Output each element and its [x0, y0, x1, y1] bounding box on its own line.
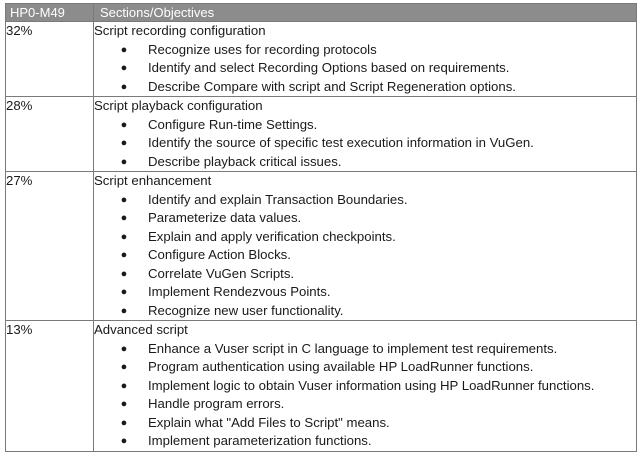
- bullet-icon: ●: [120, 286, 128, 298]
- objective-item: [94, 302, 636, 321]
- bullet-icon: ●: [120, 435, 128, 447]
- section-content: [94, 172, 637, 321]
- bullet-icon: ●: [120, 193, 128, 206]
- objective-item: [94, 78, 636, 97]
- bullet-icon: ●: [120, 212, 128, 224]
- exam-code-header: HP0-M49: [6, 4, 94, 22]
- section-content: [94, 321, 637, 452]
- bullet-icon: ●: [120, 62, 128, 74]
- bullet-icon: ●: [120, 80, 128, 93]
- objective-text: Identify the source of specific test execution information in VuGen.: [148, 135, 534, 150]
- objective-text: Explain what "Add Files to Script" means.: [148, 414, 390, 430]
- objective-item: [94, 358, 636, 377]
- bullet-icon: ●: [120, 361, 128, 373]
- section-title: Script enhancement: [94, 173, 212, 188]
- objective-text: Identify and explain Transaction Boundaries.: [148, 191, 408, 207]
- section-content: [94, 97, 637, 172]
- objective-item: [94, 191, 636, 210]
- bullet-icon: ●: [120, 155, 128, 168]
- objective-text: Configure Run-time Settings.: [148, 116, 318, 132]
- objective-item: [94, 283, 636, 302]
- objective-text: Handle program errors.: [148, 396, 285, 411]
- objective-list: [94, 116, 636, 172]
- objective-text: Program authentication using available HP LoadRunner functions.: [148, 359, 534, 374]
- objective-text: Recognize new user functionality.: [148, 302, 344, 318]
- section-row: [6, 172, 637, 321]
- objective-text: Implement logic to obtain Vuser information using HP LoadRunner functions.: [148, 377, 595, 393]
- bullet-icon: ●: [120, 43, 128, 56]
- bullet-icon: ●: [120, 304, 128, 317]
- objective-text: Describe playback critical issues.: [148, 153, 342, 169]
- section-percent: 13%: [6, 321, 94, 452]
- objective-text: Identify and select Recording Options based on requirements.: [148, 60, 510, 75]
- bullet-icon: ●: [120, 416, 128, 429]
- objective-text: Describe Compare with script and Script Regeneration options.: [148, 78, 516, 94]
- objective-item: [94, 116, 636, 135]
- objective-item: [94, 59, 636, 78]
- section-row: [6, 22, 637, 97]
- objective-list: [94, 340, 636, 451]
- bullet-icon: ●: [120, 118, 128, 131]
- section-percent: 27%: [6, 172, 94, 321]
- objective-item: [94, 265, 636, 284]
- objective-item: [94, 228, 636, 247]
- objective-text: Configure Action Blocks.: [148, 247, 291, 262]
- objective-item: [94, 395, 636, 414]
- objective-item: [94, 209, 636, 228]
- objective-item: [94, 414, 636, 433]
- section-title: Script recording configuration: [94, 23, 266, 38]
- objective-text: Enhance a Vuser script in C language to implement test requirements.: [148, 340, 558, 356]
- objective-text: Implement Rendezvous Points.: [148, 284, 331, 299]
- objective-item: [94, 41, 636, 60]
- objective-text: Parameterize data values.: [148, 210, 302, 225]
- objective-list: [94, 191, 636, 321]
- bullet-icon: ●: [120, 249, 128, 261]
- table-header-row: [6, 4, 637, 22]
- objectives-table: [5, 3, 637, 452]
- objective-item: [94, 153, 636, 172]
- bullet-icon: ●: [120, 398, 128, 410]
- objective-text: Explain and apply verification checkpoints.: [148, 228, 396, 244]
- objective-item: [94, 377, 636, 396]
- objective-text: Correlate VuGen Scripts.: [148, 265, 295, 281]
- objective-list: [94, 41, 636, 97]
- sections-objectives-header: Sections/Objectives: [94, 4, 637, 22]
- bullet-icon: ●: [120, 230, 128, 243]
- objective-text: Implement parameterization functions.: [148, 433, 372, 448]
- section-row: [6, 321, 637, 452]
- section-content: [94, 22, 637, 97]
- bullet-icon: ●: [120, 267, 128, 280]
- objective-item: [94, 246, 636, 265]
- objective-item: [94, 134, 636, 153]
- section-title: Script playback configuration: [94, 98, 263, 113]
- objective-text: Recognize uses for recording protocols: [148, 41, 377, 57]
- section-title: Advanced script: [94, 322, 188, 337]
- sections-body: [6, 22, 637, 452]
- objective-item: [94, 432, 636, 451]
- section-percent: 32%: [6, 22, 94, 97]
- objective-item: [94, 340, 636, 359]
- bullet-icon: ●: [120, 379, 128, 392]
- section-row: [6, 97, 637, 172]
- section-percent: 28%: [6, 97, 94, 172]
- bullet-icon: ●: [120, 342, 128, 355]
- bullet-icon: ●: [120, 137, 128, 149]
